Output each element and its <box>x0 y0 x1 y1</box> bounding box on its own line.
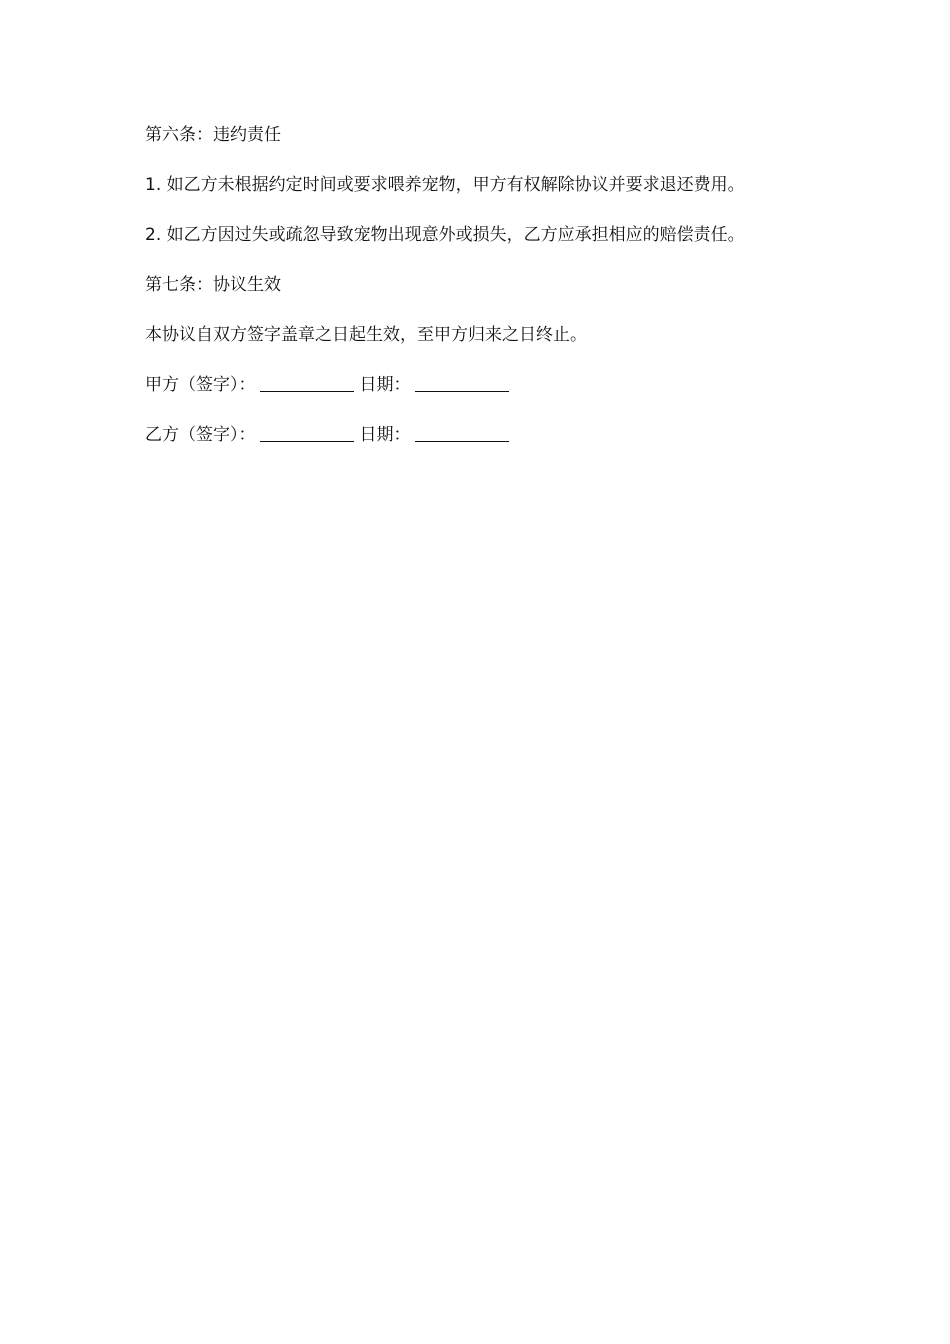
article7-heading: 第七条：协议生效 <box>145 275 281 295</box>
article6-heading: 第六条：违约责任 <box>145 125 281 145</box>
party-b-signature-blank[interactable] <box>260 423 354 442</box>
party-b-signature-line <box>145 420 845 450</box>
party-b-date-blank[interactable] <box>415 423 509 442</box>
article7-text: 本协议自双方签字盖章之日起生效，至甲方归来之日终止。 <box>145 325 587 345</box>
party-a-signature-line <box>145 370 845 400</box>
article6-item-2: 2. 如乙方因过失或疏忽导致宠物出现意外或损失，乙方应承担相应的赔偿责任。 <box>145 225 745 245</box>
article6-item-1: 1. 如乙方未根据约定时间或要求喂养宠物，甲方有权解除协议并要求退还费用。 <box>145 175 745 195</box>
party-b-date-label: 日期： <box>359 425 411 445</box>
party-b-signature-label: 乙方（签字）： <box>145 425 256 445</box>
party-a-signature-blank[interactable] <box>260 373 354 392</box>
document-content <box>145 120 845 470</box>
party-a-signature-label: 甲方（签字）： <box>145 375 256 395</box>
party-a-date-blank[interactable] <box>415 373 509 392</box>
party-a-date-label: 日期： <box>359 375 411 395</box>
